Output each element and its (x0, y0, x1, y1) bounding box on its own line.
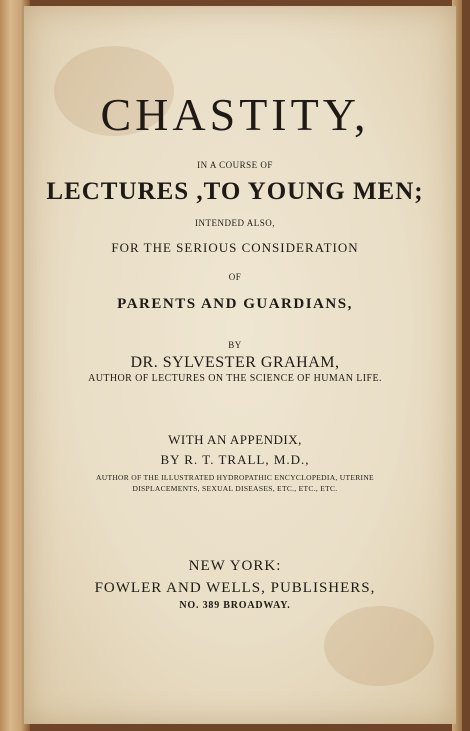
author-description: AUTHOR OF LECTURES ON THE SCIENCE OF HUMAN LIFE. (88, 373, 382, 384)
paper-stain (324, 606, 434, 686)
publication-city: NEW YORK: (188, 558, 282, 574)
parents-line: PARENTS AND GUARDIANS, (117, 296, 353, 312)
lectures-line: LECTURES ,TO YOUNG MEN; (46, 178, 424, 205)
appendix-line: WITH AN APPENDIX, (168, 432, 302, 447)
intended-line: INTENDED ALSO, (195, 218, 275, 228)
course-line: IN A COURSE OF (197, 160, 273, 170)
appendix-author: BY R. T. TRALL, M.D., (160, 452, 310, 467)
appendix-author-description-1: AUTHOR OF THE ILLUSTRATED HYDROPATHIC ENCYCLOPEDIA, UTERINE (96, 473, 374, 482)
book-title: CHASTITY, (100, 89, 370, 140)
appendix-author-description-2: DISPLACEMENTS, SEXUAL DISEASES, ETC., ETC., ETC. (132, 484, 338, 493)
publisher-name: FOWLER AND WELLS, PUBLISHERS, (94, 580, 376, 596)
serious-line: FOR THE SERIOUS CONSIDERATION (111, 240, 359, 255)
of-line: OF (228, 272, 242, 282)
by-line: BY (228, 340, 242, 350)
author-name: DR. SYLVESTER GRAHAM, (130, 354, 340, 371)
publisher-address: NO. 389 BROADWAY. (179, 600, 291, 611)
